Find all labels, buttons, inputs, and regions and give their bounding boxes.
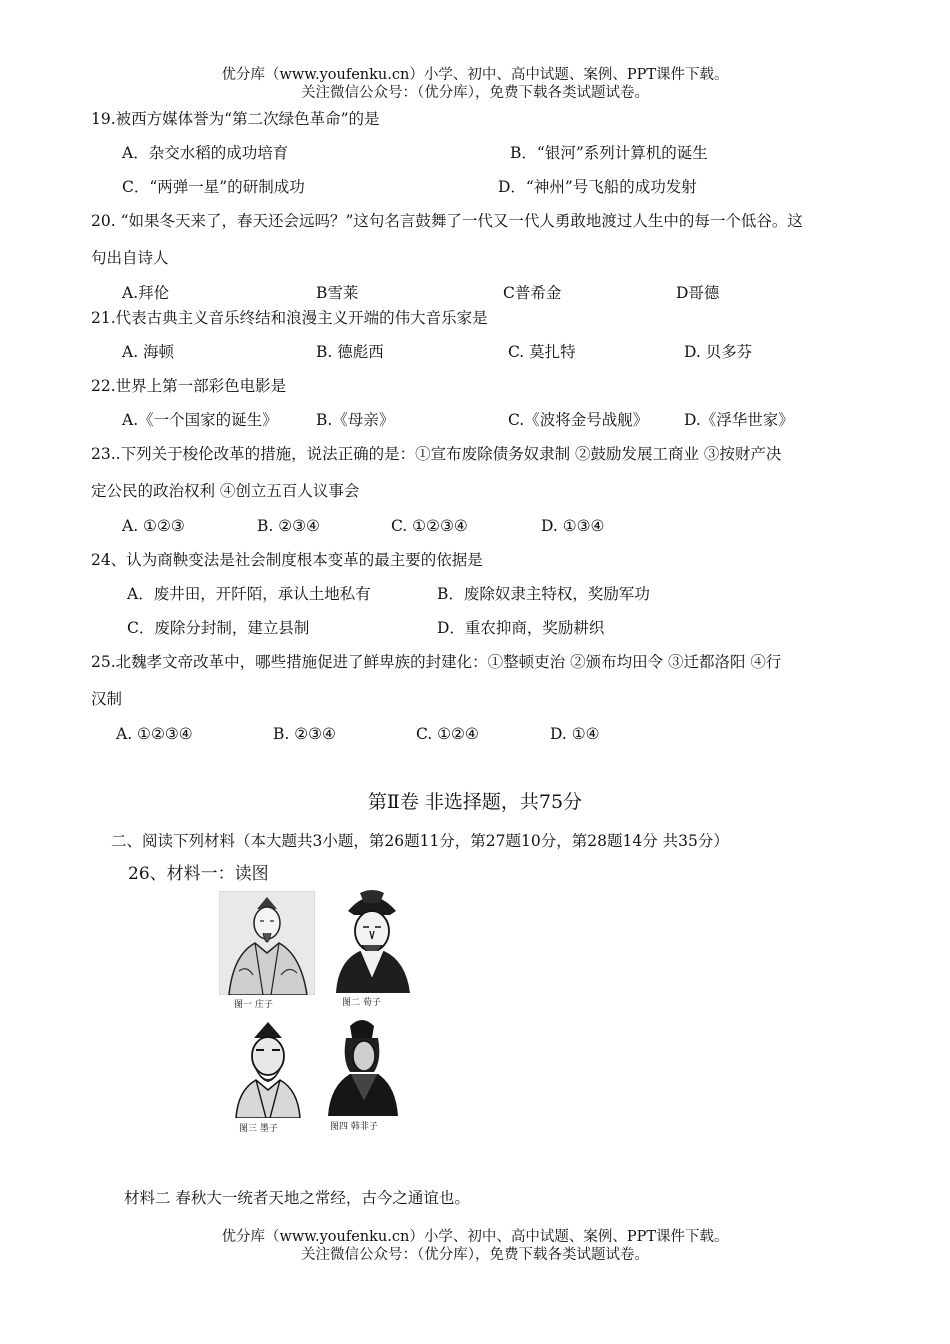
q25-option-b: B. ②③④ <box>273 725 336 743</box>
q20-option-d: D哥德 <box>676 284 720 302</box>
q24-option-c: C．废除分封制，建立县制 <box>127 619 310 637</box>
q21-option-a: A. 海顿 <box>122 343 175 361</box>
q19-option-d: D．“神州”号飞船的成功发射 <box>498 178 697 196</box>
figure-2-caption: 图二 荀子 <box>342 998 381 1008</box>
q19-option-c: C．“两弹一星”的研制成功 <box>122 178 305 196</box>
q22-option-c: C.《波将金号战舰》 <box>508 411 649 429</box>
q23-option-d: D. ①③④ <box>541 517 605 535</box>
q21-option-d: D. 贝多芬 <box>684 343 753 361</box>
q21-stem: 21.代表古典主义音乐终结和浪漫主义开端的伟大音乐家是 <box>91 309 488 327</box>
header-line-2: 关注微信公众号：（优分库），免费下载各类试题试卷。 <box>301 85 649 101</box>
q20-option-c: C普希金 <box>503 284 562 302</box>
figure-4-caption: 图四 韩非子 <box>330 1122 378 1132</box>
q23-stem-line-1: 23..下列关于梭伦改革的措施，说法正确的是：①宣布废除债务奴隶制 ②鼓励发展工商业 ③按财产决 <box>91 445 782 463</box>
q20-stem-line-1: 20. “如果冬天来了，春天还会远吗？”这句名言鼓舞了一代又一代人勇敢地渡过人生中的每一个低谷。这 <box>91 212 803 230</box>
part-2-title: 第Ⅱ卷 非选择题，共75分 <box>367 791 583 813</box>
q26-material-2: 材料二 春秋大一统者天地之常经，古今之通谊也。 <box>124 1189 470 1207</box>
portrait-mozi <box>232 1020 304 1118</box>
q23-option-b: B. ②③④ <box>257 517 320 535</box>
q22-stem: 22.世界上第一部彩色电影是 <box>91 377 287 395</box>
portrait-zhuangzi <box>219 891 315 995</box>
portrait-hanfeizi <box>324 1016 400 1116</box>
q25-stem-line-2: 汉制 <box>91 690 123 708</box>
footer-line-2: 关注微信公众号：（优分库），免费下载各类试题试卷。 <box>301 1247 649 1263</box>
q20-option-b: B雪莱 <box>316 284 359 302</box>
q23-option-a: A. ①②③ <box>122 517 185 535</box>
section-2-heading: 二、阅读下列材料（本大题共3小题，第26题11分，第27题10分，第28题14分 共35分） <box>111 832 729 850</box>
q19-option-a: A．杂交水稻的成功培育 <box>122 144 289 162</box>
q25-option-c: C. ①②④ <box>416 725 479 743</box>
q26-intro: 26、材料一：读图 <box>128 864 269 884</box>
q19-option-b: B．“银河”系列计算机的诞生 <box>510 144 708 162</box>
q25-stem-line-1: 25.北魏孝文帝改革中，哪些措施促进了鲜卑族的封建化：①整顿吏治 ②颁布均田令 ③迁都洛阳 ④行 <box>91 653 782 671</box>
q24-stem: 24、认为商鞅变法是社会制度根本变革的最主要的依据是 <box>91 551 483 569</box>
portrait-xunzi <box>330 887 414 993</box>
figure-3-caption: 图三 墨子 <box>239 1124 278 1134</box>
header-line-1: 优分库（www.youfenku.cn）小学、初中、高中试题、案例、PPT课件下载。 <box>221 67 729 83</box>
q22-option-a: A.《一个国家的诞生》 <box>122 411 278 429</box>
q20-stem-line-2: 句出自诗人 <box>91 249 169 267</box>
q21-option-c: C. 莫扎特 <box>508 343 576 361</box>
q24-option-a: A．废井田，开阡陌，承认土地私有 <box>127 585 371 603</box>
q21-option-b: B. 德彪西 <box>316 343 384 361</box>
q23-stem-line-2: 定公民的政治权利 ④创立五百人议事会 <box>91 482 360 500</box>
q22-option-b: B.《母亲》 <box>316 411 395 429</box>
q25-option-d: D. ①④ <box>550 725 600 743</box>
q19-stem: 19.被西方媒体誉为“第二次绿色革命”的是 <box>91 110 380 128</box>
q25-option-a: A. ①②③④ <box>116 725 193 743</box>
q22-option-d: D.《浮华世家》 <box>684 411 794 429</box>
q20-option-a: A.拜伦 <box>122 284 170 302</box>
q24-option-d: D．重农抑商，奖励耕织 <box>437 619 605 637</box>
q23-option-c: C. ①②③④ <box>391 517 468 535</box>
footer-line-1: 优分库（www.youfenku.cn）小学、初中、高中试题、案例、PPT课件下载。 <box>221 1229 729 1245</box>
figure-1-caption: 图一 庄子 <box>234 1000 273 1010</box>
q24-option-b: B．废除奴隶主特权，奖励军功 <box>437 585 650 603</box>
